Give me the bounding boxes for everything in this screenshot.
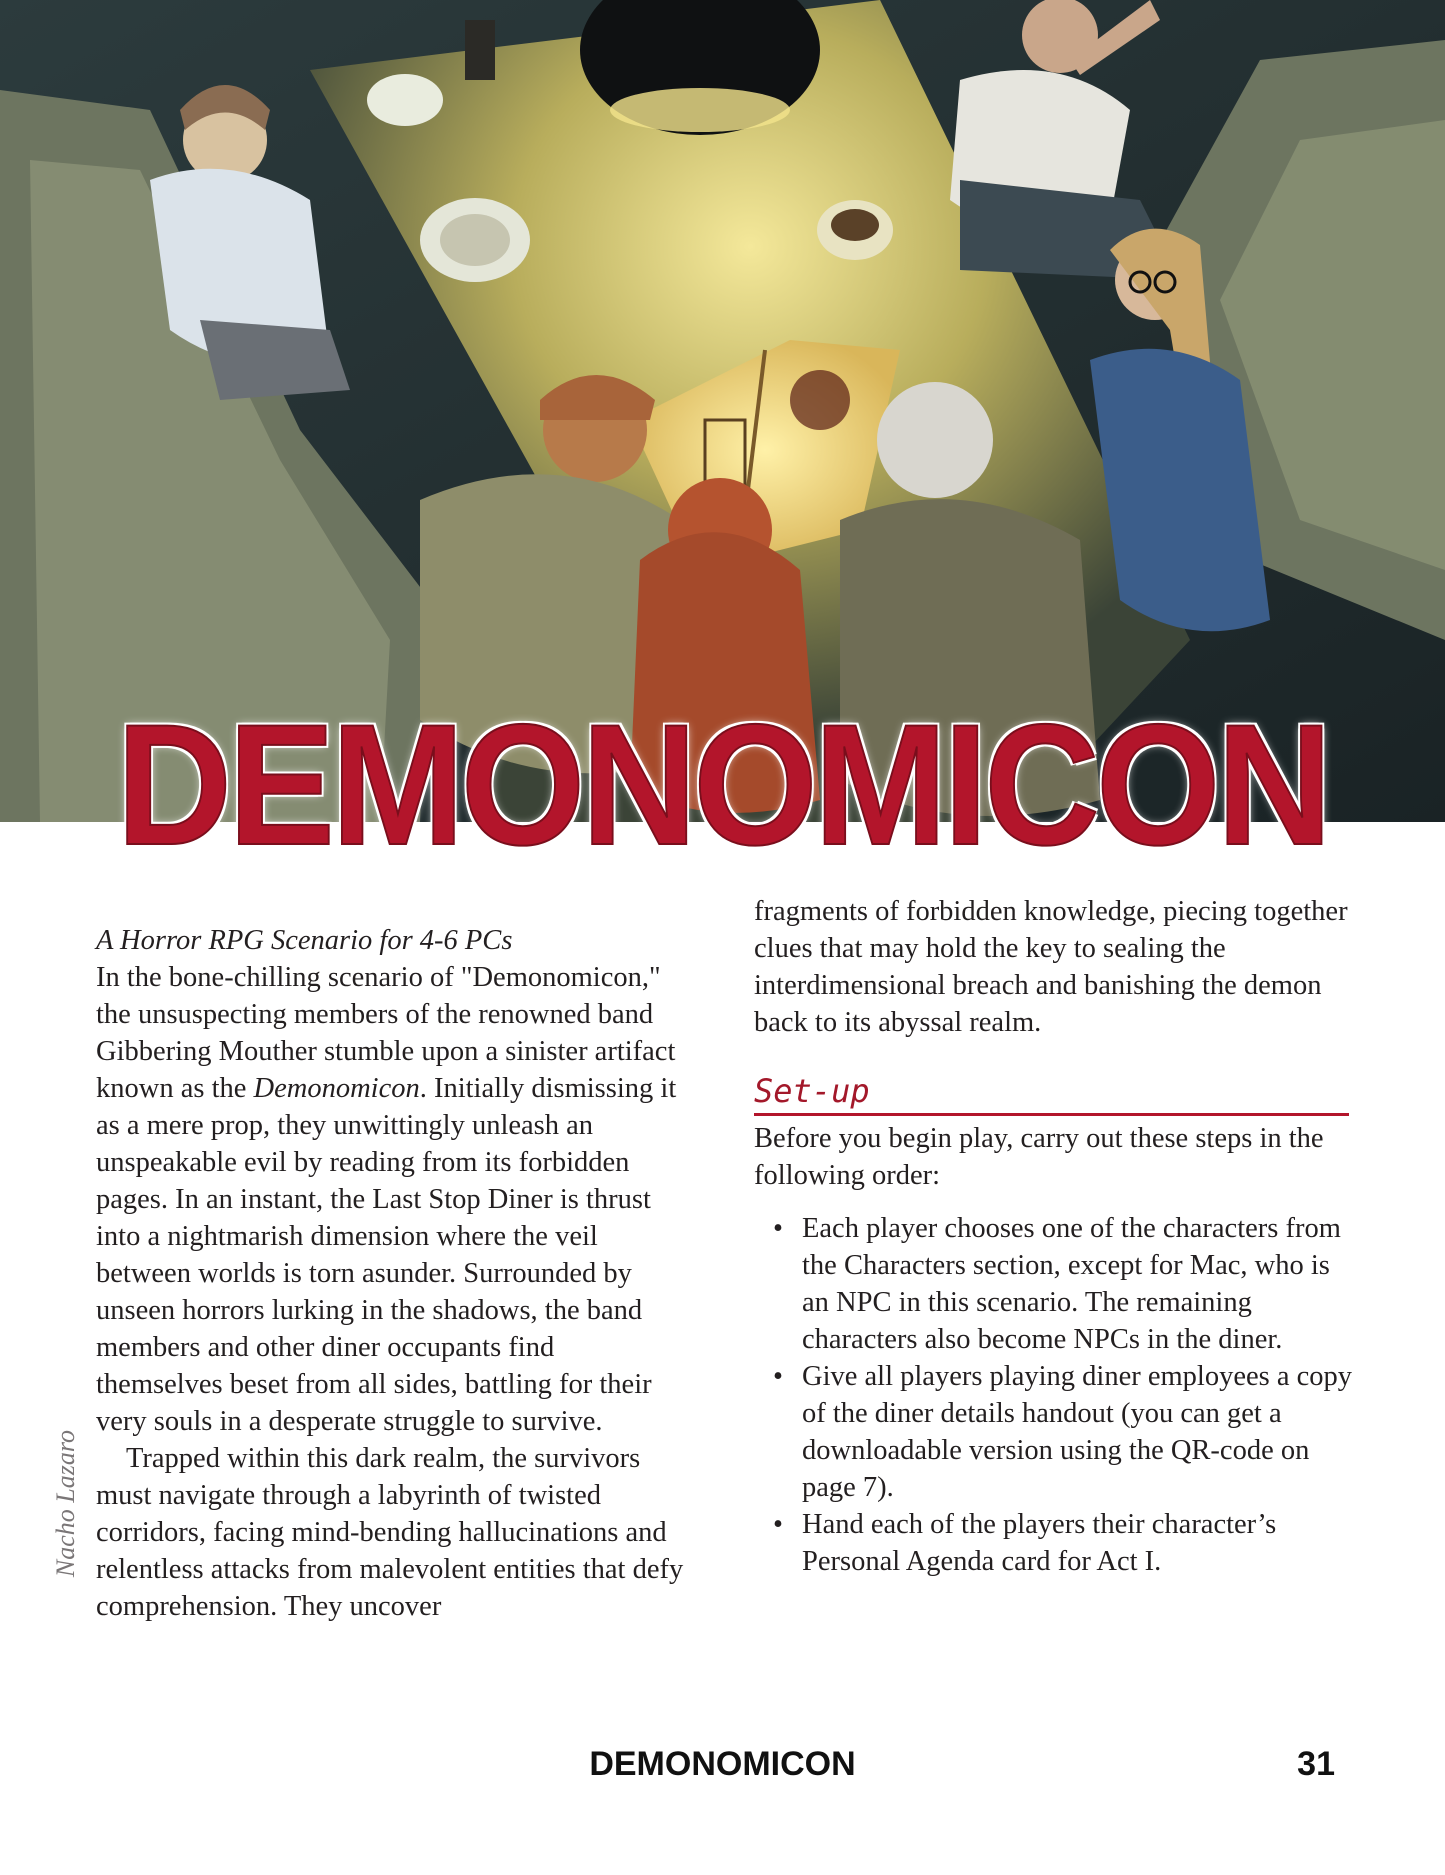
demonomicon-emphasis: Demonomicon — [253, 1073, 420, 1104]
footer-title: DEMONOMICON — [589, 1745, 856, 1783]
intro-paragraph — [96, 959, 686, 1440]
step-text: Give all players playing diner employees a copy of the diner details handout (you can get a downloadable version using the QR-code on page 7). — [802, 1361, 1353, 1503]
page-number: 31 — [1297, 1745, 1335, 1783]
bullet-icon: • — [773, 1509, 783, 1540]
artist-credit-text: Nacho Lazaro — [51, 1430, 80, 1578]
continued-paragraph: fragments of forbidden knowledge, piecing together clues that may hold the key to sealing the interdimensional breach and banishing the demon back to its abyssal realm. — [754, 896, 1348, 1038]
step-text: Hand each of the players their character’s Personal Agenda card for Act I. — [802, 1509, 1277, 1577]
right-column — [754, 893, 1354, 1580]
list-item — [773, 1506, 1354, 1580]
second-paragraph: Trapped within this dark realm, the survivors must navigate through a labyrinth of twisted corridors, facing mind-bending hallucinations and relentless attacks from malevolent entities that defy comprehension. They uncover — [96, 1443, 684, 1622]
artist-credit — [48, 1430, 84, 1710]
step-text: Each player chooses one of the characters from the Characters section, except for Mac, who is an NPC in this scenario. The remaining characters also become NPCs in the diner. — [802, 1213, 1341, 1355]
list-item — [773, 1358, 1354, 1506]
bullet-icon: • — [773, 1361, 783, 1392]
setup-intro: Before you begin play, carry out these steps in the following order: — [754, 1123, 1324, 1191]
setup-heading: Set-up — [754, 1072, 870, 1110]
scenario-subtitle: A Horror RPG Scenario for 4-6 PCs — [96, 925, 513, 956]
intro-text-a: In the bone-chilling scenario of "Demonomicon," the unsuspecting members of the renowned band Gibbering Mouther stumble upon a sinister artifact known as the — [96, 962, 676, 1104]
intro-text-b: . Initially dismissing it as a mere prop, they unwittingly unleash an unspeakable evil by reading from its forbidden pages. In an instant, the Last Stop Diner is thrust into a nightmarish dimension where the veil between worlds is torn asunder. Surrounded by unseen horrors lurking in the shadows, the band members and other diner occupants find themselves beset from all sides, battling for their very souls in a desperate struggle to survive. — [96, 1073, 677, 1437]
setup-steps-list — [754, 1210, 1354, 1580]
bullet-icon: • — [773, 1213, 783, 1244]
page-title: DEMONOMICON — [116, 689, 1329, 881]
left-column — [96, 922, 686, 1625]
setup-heading-rule — [754, 1071, 1349, 1116]
list-item — [773, 1210, 1354, 1358]
